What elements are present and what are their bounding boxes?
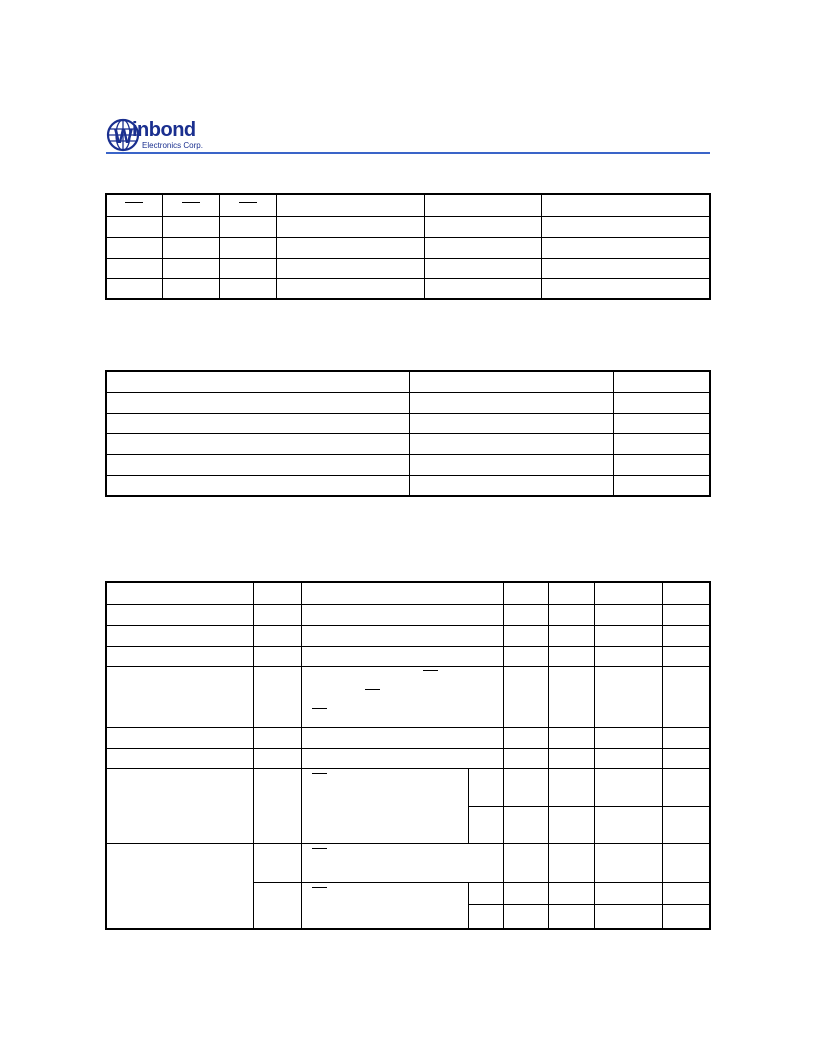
header-overbar bbox=[125, 202, 143, 203]
logo-wordmark: inbond bbox=[132, 119, 196, 141]
condition-overbar bbox=[312, 708, 327, 709]
logo-subtitle: Electronics Corp. bbox=[142, 141, 203, 150]
condition-overbar bbox=[312, 887, 327, 888]
svg-text:W: W bbox=[114, 126, 133, 148]
condition-overbar bbox=[312, 848, 327, 849]
condition-overbar bbox=[312, 773, 327, 774]
condition-overbar bbox=[423, 670, 438, 671]
header-rule bbox=[106, 152, 710, 154]
rating-table bbox=[105, 370, 711, 497]
header-overbar bbox=[239, 202, 257, 203]
mode-table bbox=[105, 193, 711, 300]
dc-characteristics-table bbox=[105, 581, 711, 930]
condition-overbar bbox=[365, 689, 380, 690]
header-overbar bbox=[182, 202, 200, 203]
winbond-logo bbox=[106, 118, 236, 156]
